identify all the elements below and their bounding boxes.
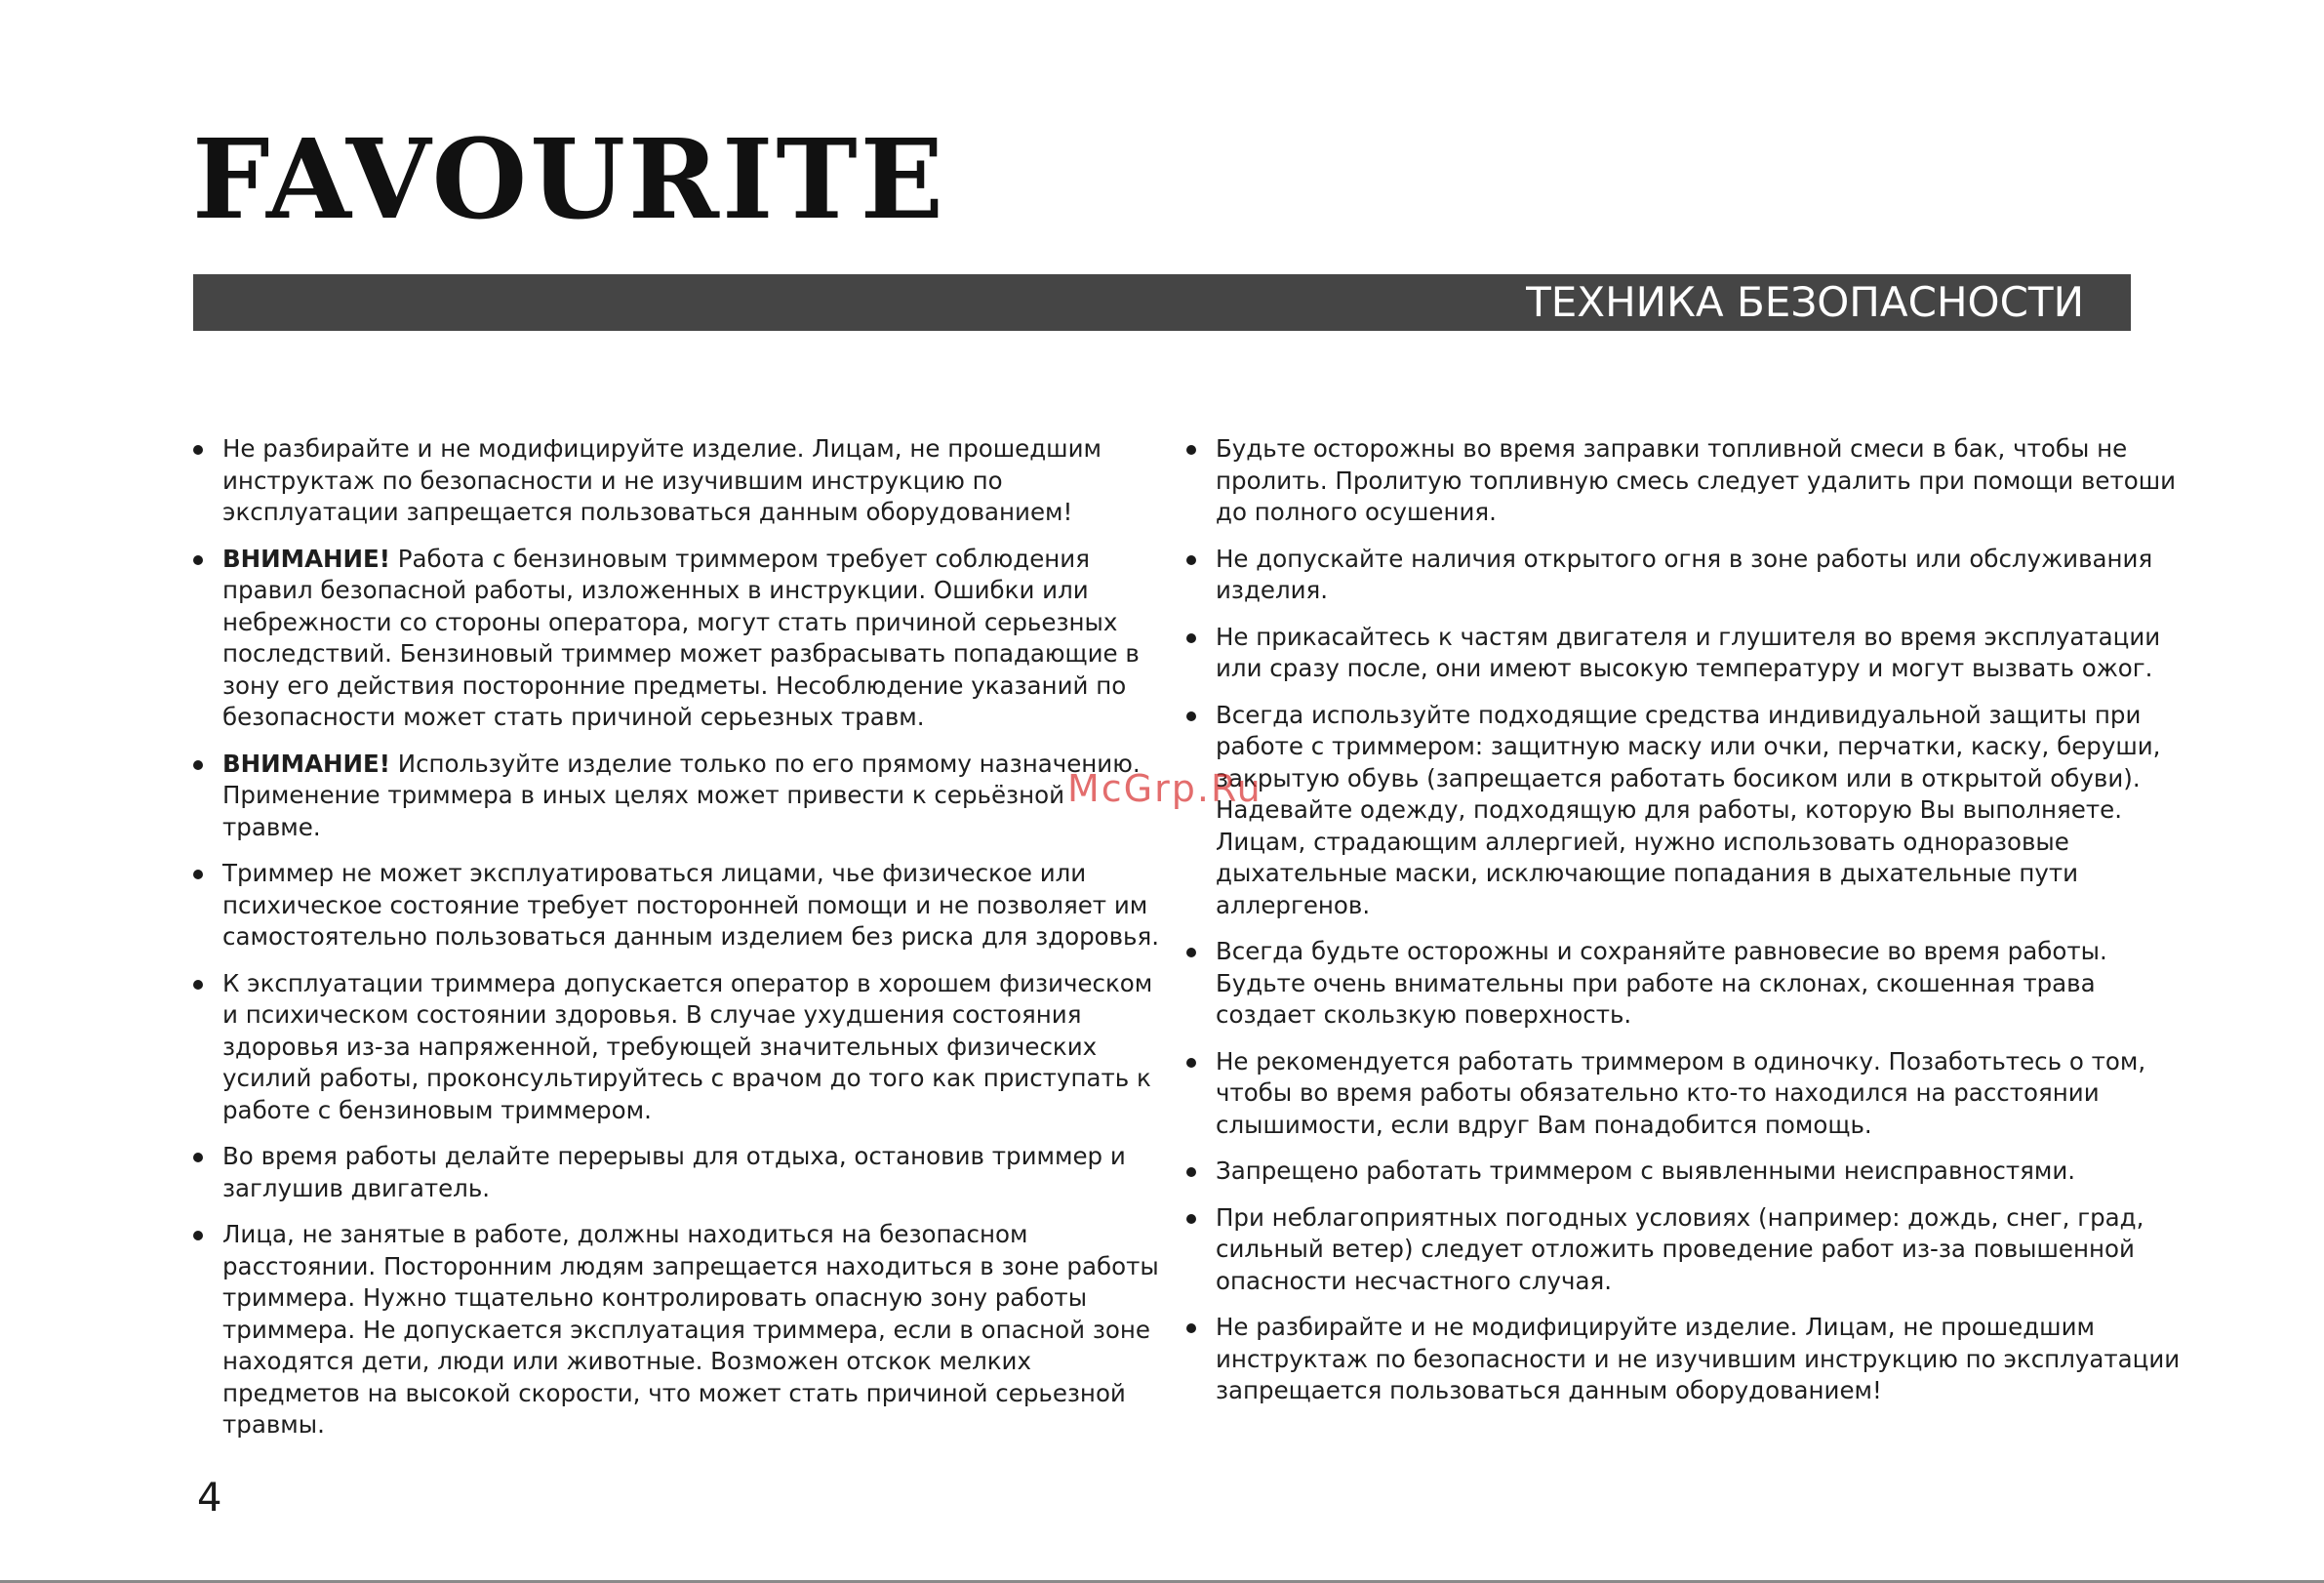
item-text: Не допускайте наличия открытого огня в зоне работы или обслуживания изделия. <box>1216 544 2153 604</box>
brand-logo: FAVOURITE <box>192 116 947 244</box>
item-text: При неблагоприятных погодных условиях (например: дождь, снег, град, сильный ветер) следует отложить проведение работ из-за повышенной опасности несчастного случая. <box>1216 1202 2144 1295</box>
safety-list-left <box>193 433 1169 1456</box>
list-item <box>193 433 1169 529</box>
list-item <box>1186 1156 2187 1188</box>
watermark: McGrp.Ru <box>1067 767 1262 810</box>
bullet-icon <box>1186 555 1196 565</box>
list-item <box>1186 544 2187 607</box>
item-text: Не разбирайте и не модифицируйте изделие. Лицам, не прошедшим инструктаж по безопасности и не изучившим инструкцию по эксплуатации запрещается пользоваться данным оборудованием! <box>222 434 1102 526</box>
bullet-icon <box>1186 445 1196 455</box>
bullet-icon <box>1186 1167 1196 1177</box>
item-text: Всегда будьте осторожны и сохраняйте равновесие во время работы. Будьте очень внимательны при работе на склонах, скошенная трава создает скользкую поверхность. <box>1216 937 2107 1029</box>
item-lead: ВНИМАНИЕ! <box>222 749 390 778</box>
safety-list-right <box>1186 433 2187 1422</box>
list-item <box>193 1141 1169 1204</box>
item-text: Всегда используйте подходящие средства индивидуальной защиты при работе с триммером: защитную маску или очки, перчатки, каску, беруши, закрытую обувь (запрещается работать босиком или в открытой обуви). Надевайте одежду, подходящую для работы, которую Вы выполняете. Лицам, страдающим аллергией, нужно использовать одноразовые дыхательные маски, исключающие попадания в дыхательные пути аллергенов. <box>1216 700 2161 919</box>
list-item <box>1186 1046 2187 1142</box>
item-text: Триммер не может эксплуатироваться лицами, чье физическое или психическое состояние требует посторонней помощи и не позволяет им самостоятельно пользоваться данным изделием без риска для здоровья. <box>222 859 1160 951</box>
item-text: Работа с бензиновым триммером требует соблюдения правил безопасной работы, изложенных в инструкции. Ошибки или небрежности со стороны оператора, могут стать причиной серьезных последствий. Бензиновый триммер может разбрасывать попадающие в зону его действия посторонние предметы. Несоблюдение указаний по безопасности может стать причиной серьезных травм. <box>222 544 1140 731</box>
item-text: Лица, не занятые в работе, должны находиться на безопасном расстоянии. Посторонним людям запрещается находиться в зоне работы триммера. Нужно тщательно контролировать опасную зону работы триммера. Не допускается эксплуатация триммера, если в опасной зоне находятся дети, люди или животные. Возможен отскок мелких предметов на высокой скорости, что может стать причиной серьезной травмы. <box>222 1220 1159 1439</box>
bullet-icon <box>193 760 203 770</box>
bullet-icon <box>193 1231 203 1240</box>
page-number: 4 <box>197 1476 222 1521</box>
item-text: К эксплуатации триммера допускается оператор в хорошем физическом и психическом состоянии здоровья. В случае ухудшения состояния здоровья из-за напряженной, требующей значительных физических усилий работы, проконсультируйтесь с врачом до того как приступать к работе с бензиновым триммером. <box>222 968 1153 1124</box>
item-text: Используйте изделие только по его прямому назначению. Применение триммера в иных целях может привести к серьёзной травме. <box>222 749 1141 841</box>
section-title: ТЕХНИКА БЕЗОПАСНОСТИ <box>1526 278 2084 326</box>
list-item <box>1186 433 2187 529</box>
list-item <box>1186 700 2187 922</box>
item-lead: ВНИМАНИЕ! <box>222 544 390 573</box>
item-text: Будьте осторожны во время заправки топливной смеси в бак, чтобы не пролить. Пролитую топливную смесь следует удалить при помощи ветоши до полного осушения. <box>1216 434 2177 526</box>
bullet-icon <box>1186 948 1196 957</box>
bullet-icon <box>1186 711 1196 721</box>
item-text: Во время работы делайте перерывы для отдыха, остановив триммер и заглушив двигатель. <box>222 1142 1126 1202</box>
bullet-icon <box>193 980 203 990</box>
item-text: Не прикасайтесь к частям двигателя и глушителя во время эксплуатации или сразу после, они имеют высокую температуру и могут вызвать ожог. <box>1216 622 2161 682</box>
list-item <box>1186 1312 2187 1407</box>
item-text: Запрещено работать триммером с выявленными неисправностями. <box>1216 1157 2076 1185</box>
bullet-icon <box>1186 1058 1196 1068</box>
bullet-icon <box>1186 1214 1196 1224</box>
bullet-icon <box>1186 633 1196 643</box>
list-item <box>193 1219 1169 1441</box>
section-title-bar <box>193 274 2131 331</box>
bullet-icon <box>193 555 203 565</box>
item-text: Не разбирайте и не модифицируйте изделие. Лицам, не прошедшим инструктаж по безопасности и не изучившим инструкцию по эксплуатации запрещается пользоваться данным оборудованием! <box>1216 1313 2181 1404</box>
bullet-icon <box>193 870 203 879</box>
bullet-icon <box>1186 1323 1196 1333</box>
list-item <box>193 544 1169 734</box>
list-item <box>193 749 1169 844</box>
list-item <box>193 858 1169 954</box>
list-item <box>1186 1202 2187 1298</box>
item-text: Не рекомендуется работать триммером в одиночку. Позаботьтесь о том, чтобы во время работы обязательно кто-то находился на расстоянии слышимости, если вдруг Вам понадобится помощь. <box>1216 1046 2146 1139</box>
bullet-icon <box>193 445 203 455</box>
bullet-icon <box>193 1153 203 1162</box>
list-item <box>1186 622 2187 685</box>
list-item <box>193 968 1169 1127</box>
list-item <box>1186 936 2187 1032</box>
